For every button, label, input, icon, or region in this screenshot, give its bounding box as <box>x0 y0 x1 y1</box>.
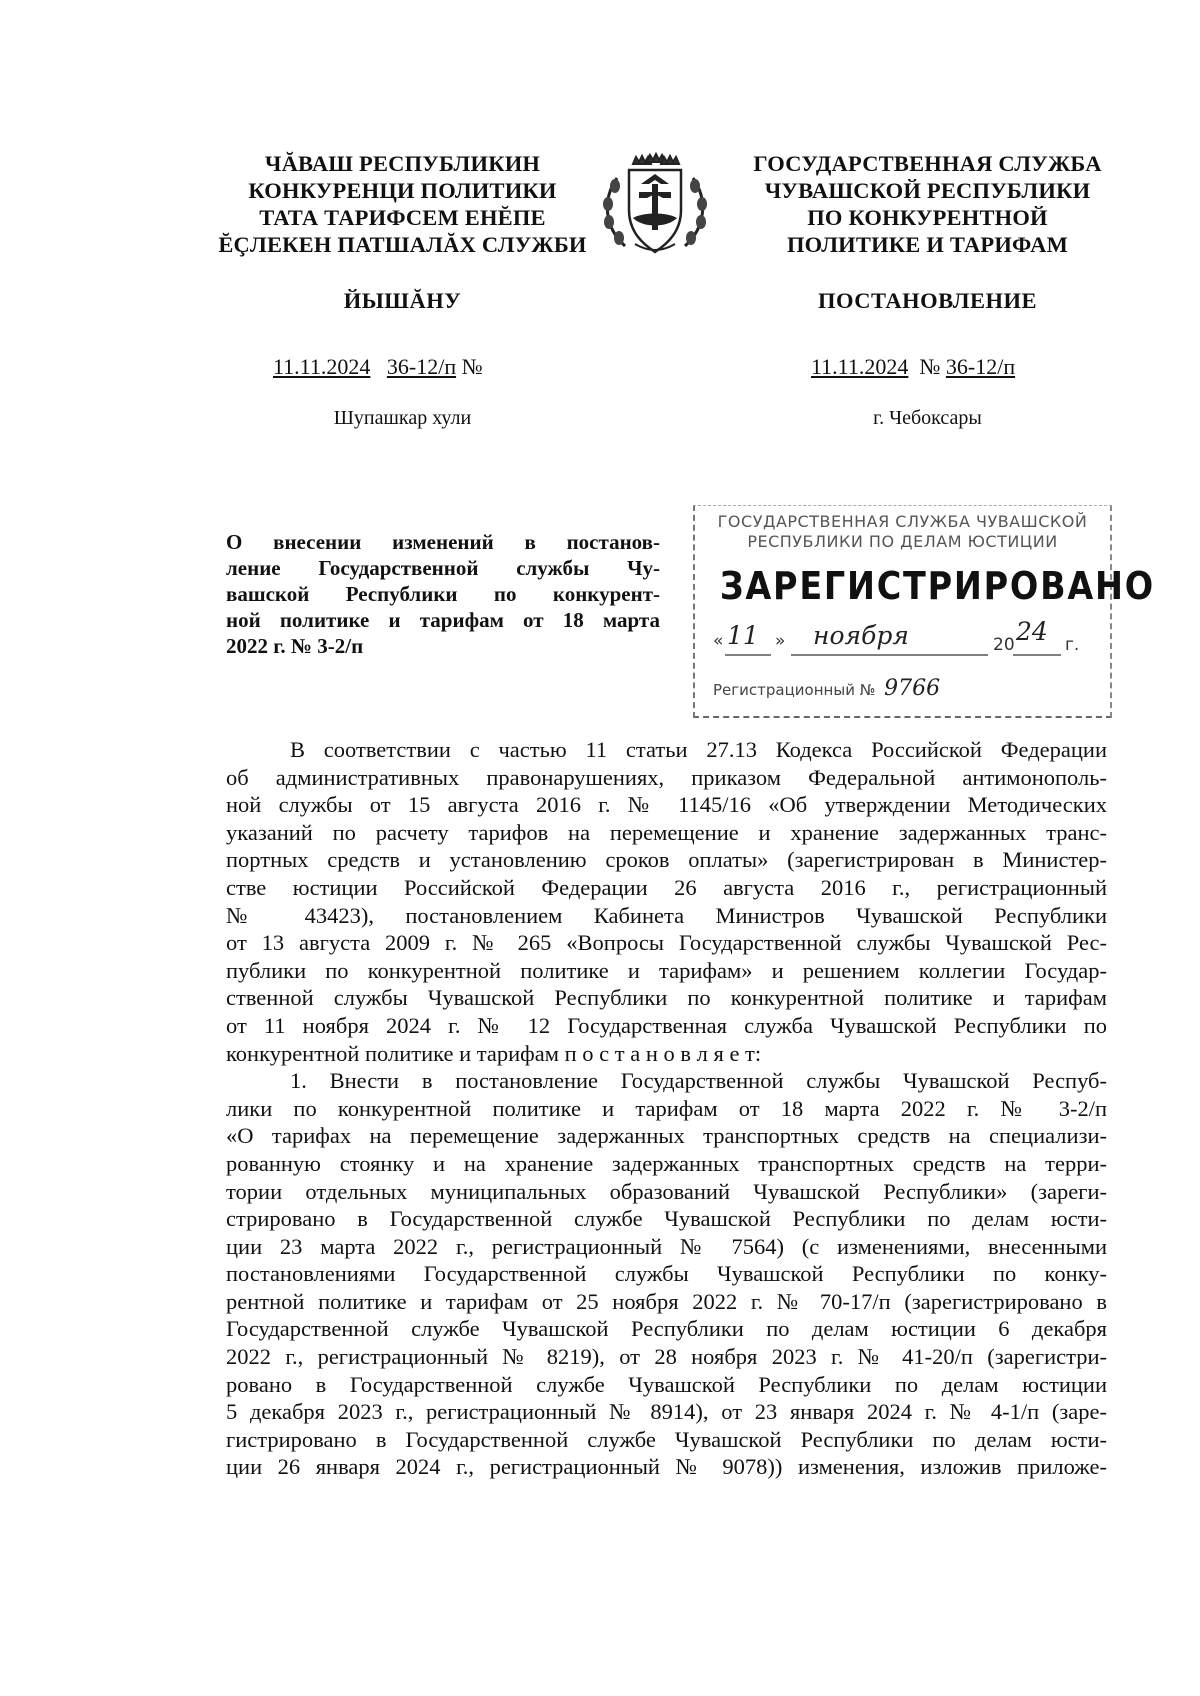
stamp-date-line <box>713 617 1103 661</box>
body-line: 5 декабря 2023 г., регистрационный № 8914), от 23 января 2024 г. № 4-1/п (заре- <box>226 1399 1107 1425</box>
doc-date: 11.11.2024 <box>273 354 371 379</box>
stamp-year-handwritten: 24 <box>1016 617 1048 646</box>
body-line: № 43423), постановлением Кабинета Министров Чувашской Республики <box>226 902 1107 928</box>
document-body <box>226 736 1107 1481</box>
header-right-line: ПО КОНКУРЕНТНОЙ <box>807 205 1048 230</box>
header-left-line: ЧĂВАШ РЕСПУБЛИКИН <box>264 151 541 176</box>
body-line: ции 23 марта 2022 г., регистрационный № 7564) (с изменениями, внесенными <box>226 1233 1107 1259</box>
subject-line: 2022 г. № 3-2/п <box>226 634 364 658</box>
stamp-reg-number-line <box>713 676 1103 701</box>
body-line: портных средств и установлению сроков оплаты» (зарегистрирован в Министер- <box>226 847 1107 873</box>
body-line: об административных правонарушениях, приказом Федеральной антимонополь- <box>226 764 1107 790</box>
city-chuvash: Шупашкар хули <box>333 407 472 429</box>
header-left-line: ĔÇЛЕКЕН ПАТШАЛĂХ СЛУЖБИ <box>218 232 587 257</box>
body-line: гистрировано в Государственной службе Чувашской Республики по делам юсти- <box>226 1426 1107 1452</box>
header-right-org <box>735 150 1120 258</box>
stamp-reg-number-handwritten: 9766 <box>884 676 941 701</box>
body-line: ции 26 января 2024 г., регистрационный № 9078)) изменения, изложив приложе- <box>226 1454 1107 1480</box>
stamp-open-quote: « <box>713 631 724 651</box>
doc-type-russian: ПОСТАНОВЛЕНИЕ <box>817 288 1038 313</box>
stamp-day-handwritten: 11 <box>727 621 759 650</box>
body-line: ной службы от 15 августа 2016 г. № 1145/16 «Об утверждении Методических <box>226 792 1107 818</box>
header-left-line: КОНКУРЕНЦИ ПОЛИТИКИ <box>248 178 557 203</box>
doc-number: 36-12/п <box>945 354 1016 379</box>
body-line: ровано в Государственной службе Чувашской Республики по делам юстиции <box>226 1371 1107 1397</box>
number-sign: № <box>919 354 941 379</box>
stamp-org-line: РЕСПУБЛИКИ ПО ДЕЛАМ ЮСТИЦИИ <box>747 532 1058 551</box>
header-right-line: ГОСУДАРСТВЕННАЯ СЛУЖБА <box>753 151 1102 176</box>
body-line: стрировано в Государственной службе Чувашской Республики по делам юсти- <box>226 1206 1107 1232</box>
body-line: рованную стоянку и на хранение задержанных транспортных средств на терри- <box>226 1150 1107 1176</box>
body-line: стве юстиции Российской Федерации 26 августа 2016 г., регистрационный <box>226 874 1107 900</box>
stamp-organization <box>695 512 1110 552</box>
doc-number: 36-12/п <box>386 354 457 379</box>
body-line: конкурентной политике и тарифам п о с т а н о в л я е т: <box>226 1040 762 1066</box>
subject-line: О внесении изменений в постанов- <box>226 530 660 554</box>
header-right-line: ПОЛИТИКЕ И ТАРИФАМ <box>786 232 1069 257</box>
city-russian: г. Чебоксары <box>873 407 982 429</box>
body-line: от 13 августа 2009 г. № 265 «Вопросы Государственной службы Чувашской Рес- <box>226 930 1107 956</box>
body-line: публики по конкурентной политике и тарифам» и решением коллегии Государ- <box>226 957 1107 983</box>
header-left-line: ТАТА ТАРИФСЕМ ЕНĔПЕ <box>259 205 546 230</box>
body-line: 1. Внести в постановление Государственной службы Чувашской Респуб- <box>290 1068 1107 1094</box>
body-line: 2022 г., регистрационный № 8219), от 28 ноября 2023 г. № 41-20/п (зарегистри- <box>226 1344 1107 1370</box>
header-left-org <box>215 150 590 258</box>
subject-line: ление Государственной службы Чу- <box>226 556 660 580</box>
body-line: лики по конкурентной политике и тарифам от 18 марта 2022 г. № 3-2/п <box>226 1095 1107 1121</box>
doc-type-chuvash: ЙЫШĂНУ <box>343 288 462 313</box>
body-line: ственной службы Чувашской Республики по конкурентной политике и тарифам <box>226 985 1107 1011</box>
stamp-registered-label: ЗАРЕГИСТРИРОВАНО <box>719 564 1155 608</box>
registration-stamp <box>693 505 1155 718</box>
stamp-underlines <box>713 621 1103 661</box>
number-line-left <box>273 354 483 380</box>
subject-line: ной политике и тарифам от 18 марта <box>226 608 660 632</box>
stamp-reg-label: Регистрационный № <box>713 681 876 699</box>
subject-line: вашской Республики по конкурент- <box>226 582 660 606</box>
body-line: «О тарифах на перемещение задержанных транспортных средств на специализи- <box>226 1123 1107 1149</box>
body-line: рентной политике и тарифам от 25 ноября 2022 г. № 70-17/п (зарегистрировано в <box>226 1288 1107 1314</box>
body-line: В соответствии с частью 11 статьи 27.13 Кодекса Российской Федерации <box>290 737 1107 762</box>
number-line-right <box>811 354 1015 380</box>
doc-date: 11.11.2024 <box>811 354 909 379</box>
stamp-year-prefix: 20 <box>993 635 1015 655</box>
document-subject <box>226 529 660 659</box>
body-line: постановлениями Государственной службы Чувашской Республики по конку- <box>226 1261 1107 1287</box>
stamp-year-unit: г. <box>1065 635 1080 655</box>
number-sign: № <box>461 354 483 379</box>
stamp-close-quote: » <box>775 631 786 651</box>
stamp-org-line: ГОСУДАРСТВЕННАЯ СЛУЖБА ЧУВАШСКОЙ <box>717 512 1088 531</box>
chuvashia-coat-of-arms-icon <box>595 148 715 262</box>
body-line: от 11 ноября 2024 г. № 12 Государственная служба Чувашской Республики по <box>226 1012 1107 1038</box>
stamp-month-handwritten: ноября <box>813 621 909 650</box>
body-line: тории отдельных муниципальных образований Чувашской Республики» (зареги- <box>226 1178 1107 1204</box>
header-right-line: ЧУВАШСКОЙ РЕСПУБЛИКИ <box>764 178 1091 203</box>
body-line: Государственной службе Чувашской Республики по делам юстиции 6 декабря <box>226 1316 1107 1342</box>
body-line: указаний по расчету тарифов на перемещение и хранение задержанных транс- <box>226 819 1107 845</box>
